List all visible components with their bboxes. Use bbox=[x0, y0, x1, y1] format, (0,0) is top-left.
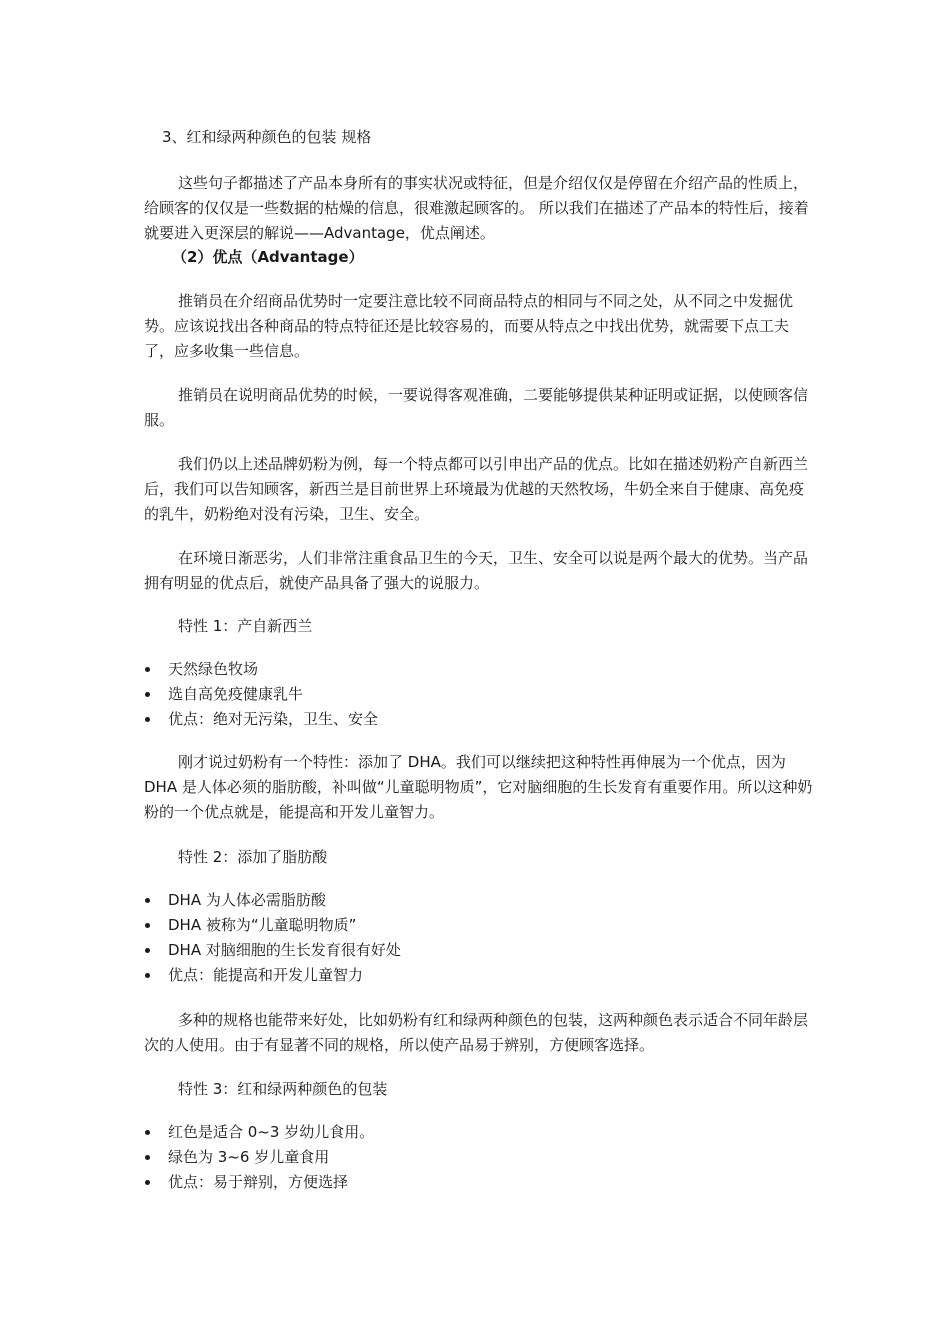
feature-1-title: 特性 1：产自新西兰 bbox=[178, 617, 313, 635]
list-item: 优点：绝对无污染，卫生、安全 bbox=[144, 707, 378, 732]
bullet-icon bbox=[145, 973, 150, 978]
paragraph-4 bbox=[144, 452, 814, 527]
paragraph-7 bbox=[144, 1008, 814, 1058]
paragraph-5 bbox=[144, 546, 814, 596]
feature-3-title: 特性 3：红和绿两种颜色的包装 bbox=[178, 1080, 388, 1098]
bullet-icon bbox=[145, 1130, 150, 1135]
paragraph-3-text: 推销员在说明商品优势的时候，一要说得客观准确，二要能够提供某种证明或证据，以使顾客信服。 bbox=[144, 386, 809, 429]
list-item: 红色是适合 0~3 岁幼儿食用。 bbox=[144, 1120, 374, 1145]
bullet-icon bbox=[145, 667, 150, 672]
feature-2-list bbox=[144, 888, 401, 988]
paragraph-3 bbox=[144, 383, 814, 433]
paragraph-2 bbox=[144, 289, 814, 364]
feature-3-list bbox=[144, 1120, 374, 1195]
feature-1-list bbox=[144, 657, 378, 732]
list-item: 绿色为 3~6 岁儿童食用 bbox=[144, 1145, 374, 1170]
paragraph-2-text: 推销员在介绍商品优势时一定要注意比较不同商品特点的相同与不同之处，从不同之中发掘优势。应该说找出各种商品的特点特征还是比较容易的，而要从特点之中找出优势，就需要下点工夫了，应多收集一些信息。 bbox=[144, 292, 794, 360]
paragraph-1 bbox=[144, 171, 814, 246]
list-item: DHA 被称为“儿童聪明物质” bbox=[144, 913, 401, 938]
paragraph-6 bbox=[144, 750, 814, 825]
bullet-icon bbox=[145, 898, 150, 903]
list-item: 天然绿色牧场 bbox=[144, 657, 378, 682]
list-item: 优点：易于辩别，方便选择 bbox=[144, 1170, 374, 1195]
paragraph-1-text: 这些句子都描述了产品本身所有的事实状况或特征，但是介绍仅仅是停留在介绍产品的性质上，给顾客的仅仅是一些数据的枯燥的信息，很难激起顾客的。 所以我们在描述了产品本的特性后，接着就要进入更深层的解说——Advantage，优点阐述。 bbox=[144, 174, 809, 242]
list-item: DHA 对脑细胞的生长发育很有好处 bbox=[144, 938, 401, 963]
section-heading-advantage: （2）优点（Advantage） bbox=[172, 248, 364, 266]
feature-2-title: 特性 2：添加了脂肪酸 bbox=[178, 848, 328, 866]
bullet-icon bbox=[145, 1180, 150, 1185]
spec-line: 3、红和绿两种颜色的包装 规格 bbox=[162, 128, 372, 146]
bullet-icon bbox=[145, 717, 150, 722]
bullet-icon bbox=[145, 1155, 150, 1160]
paragraph-4-text: 我们仍以上述品牌奶粉为例，每一个特点都可以引申出产品的优点。比如在描述奶粉产自新西兰后，我们可以告知顾客，新西兰是目前世界上环境最为优越的天然牧场，牛奶全来自于健康、高免疫的乳牛，奶粉绝对没有污染，卫生、安全。 bbox=[144, 455, 809, 523]
paragraph-6-text: 刚才说过奶粉有一个特性：添加了 DHA。我们可以继续把这种特性再伸展为一个优点，因为 DHA 是人体必须的脂肪酸，补叫做“儿童聪明物质”，它对脑细胞的生长发育有重要作用。所以这种奶粉的一个优点就是，能提高和开发儿童智力。 bbox=[144, 753, 813, 821]
paragraph-5-text: 在环境日渐恶劣，人们非常注重食品卫生的今天，卫生、安全可以说是两个最大的优势。当产品拥有明显的优点后，就使产品具备了强大的说服力。 bbox=[144, 549, 809, 592]
list-item: 优点：能提高和开发儿童智力 bbox=[144, 963, 401, 988]
bullet-icon bbox=[145, 948, 150, 953]
bullet-icon bbox=[145, 692, 150, 697]
list-item: DHA 为人体必需脂肪酸 bbox=[144, 888, 401, 913]
paragraph-7-text: 多种的规格也能带来好处，比如奶粉有红和绿两种颜色的包装，这两种颜色表示适合不同年龄层次的人使用。由于有显著不同的规格，所以使产品易于辨别，方便顾客选择。 bbox=[144, 1011, 809, 1054]
list-item: 选自高免疫健康乳牛 bbox=[144, 682, 378, 707]
bullet-icon bbox=[145, 923, 150, 928]
